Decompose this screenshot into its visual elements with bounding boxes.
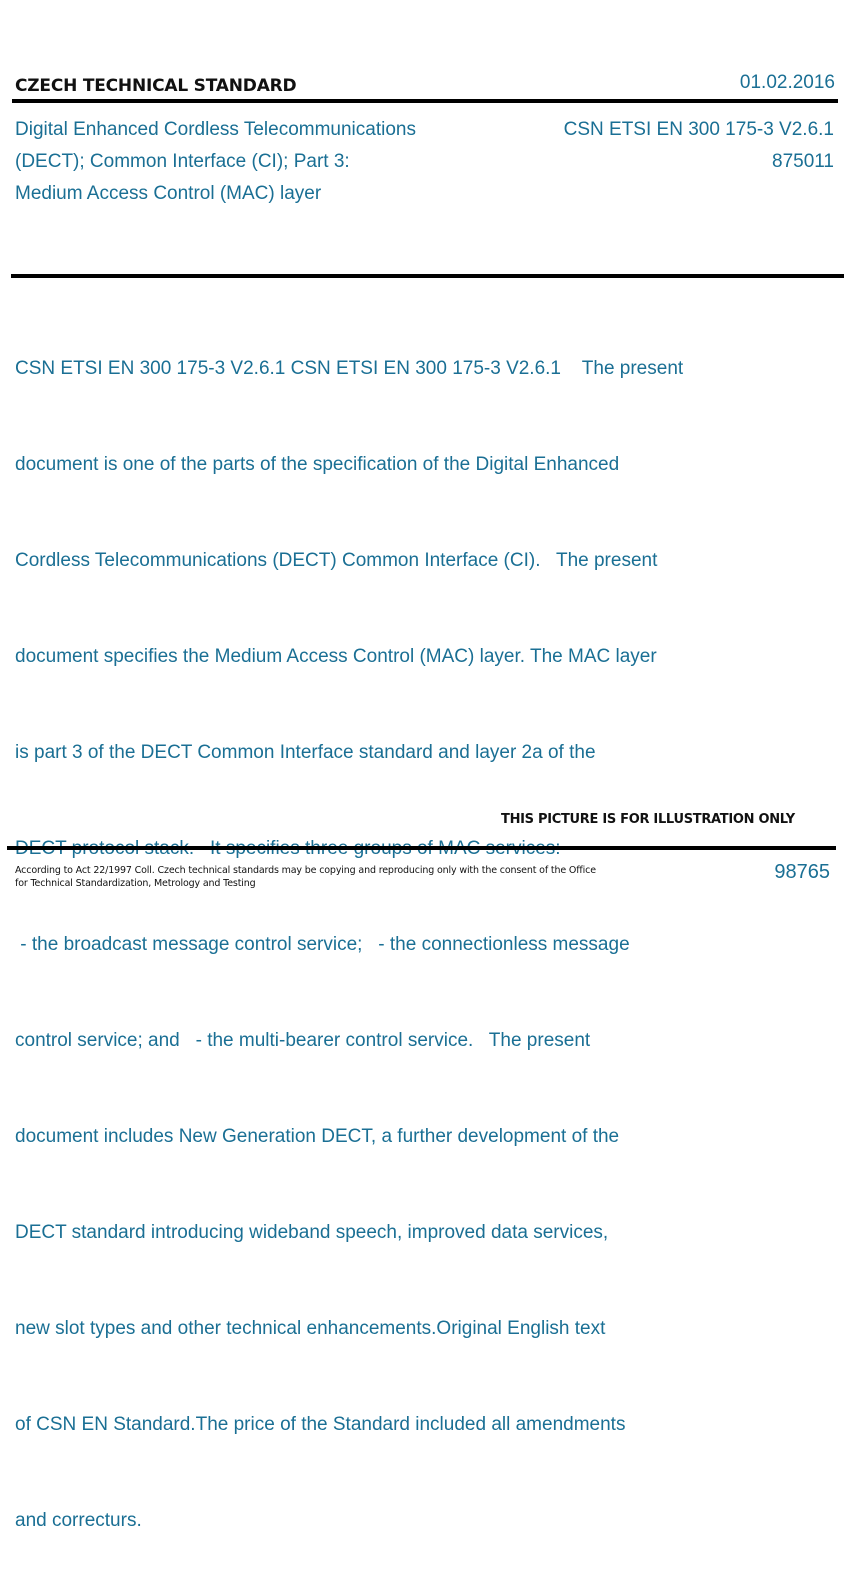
- footer-number: 98765: [774, 861, 830, 883]
- standard-code: CSN ETSI EN 300 175-3 V2.6.1: [563, 119, 834, 140]
- description-line: DECT standard introducing wideband speech, improved data services,: [15, 1222, 609, 1243]
- description-line: document specifies the Medium Access Control (MAC) layer. The MAC layer: [15, 646, 657, 667]
- standard-title: [15, 114, 495, 210]
- document-type-label: CZECH TECHNICAL STANDARD: [15, 76, 297, 96]
- top-divider: [12, 99, 838, 103]
- description-line: Cordless Telecommunications (DECT) Common Interface (CI). The present: [15, 550, 658, 571]
- description-line: - the broadcast message control service; - the connectionless message: [15, 934, 630, 955]
- legal-line: According to Act 22/1997 Coll. Czech technical standards may be copying and reproducing only with the consent of the Office: [15, 865, 596, 876]
- description-line: new slot types and other technical enhancements.Original English text: [15, 1318, 606, 1339]
- description-line: of CSN EN Standard.The price of the Standard included all amendments: [15, 1414, 626, 1435]
- title-line: Digital Enhanced Cordless Telecommunications: [15, 119, 416, 140]
- description-line: control service; and - the multi-bearer control service. The present: [15, 1030, 591, 1051]
- title-line: Medium Access Control (MAC) layer: [15, 183, 322, 204]
- description-line: is part 3 of the DECT Common Interface standard and layer 2a of the: [15, 742, 596, 763]
- legal-line: for Technical Standardization, Metrology and Testing: [15, 878, 256, 889]
- middle-divider: [11, 274, 844, 278]
- description-line: document includes New Generation DECT, a further development of the: [15, 1126, 620, 1147]
- title-line: (DECT); Common Interface (CI); Part 3:: [15, 151, 350, 172]
- illustration-disclaimer: THIS PICTURE IS FOR ILLUSTRATION ONLY: [501, 812, 795, 827]
- standard-description: [15, 289, 785, 1569]
- class-number: 875011: [772, 151, 834, 172]
- description-line: and correcturs.: [15, 1510, 142, 1531]
- standard-identifiers: [564, 114, 834, 178]
- description-line: CSN ETSI EN 300 175-3 V2.6.1 CSN ETSI EN 300 175-3 V2.6.1 The present: [15, 358, 684, 379]
- description-line: document is one of the parts of the specification of the Digital Enhanced: [15, 454, 620, 475]
- publication-date: 01.02.2016: [739, 72, 835, 93]
- legal-notice: [15, 864, 615, 890]
- bottom-divider: [7, 846, 836, 850]
